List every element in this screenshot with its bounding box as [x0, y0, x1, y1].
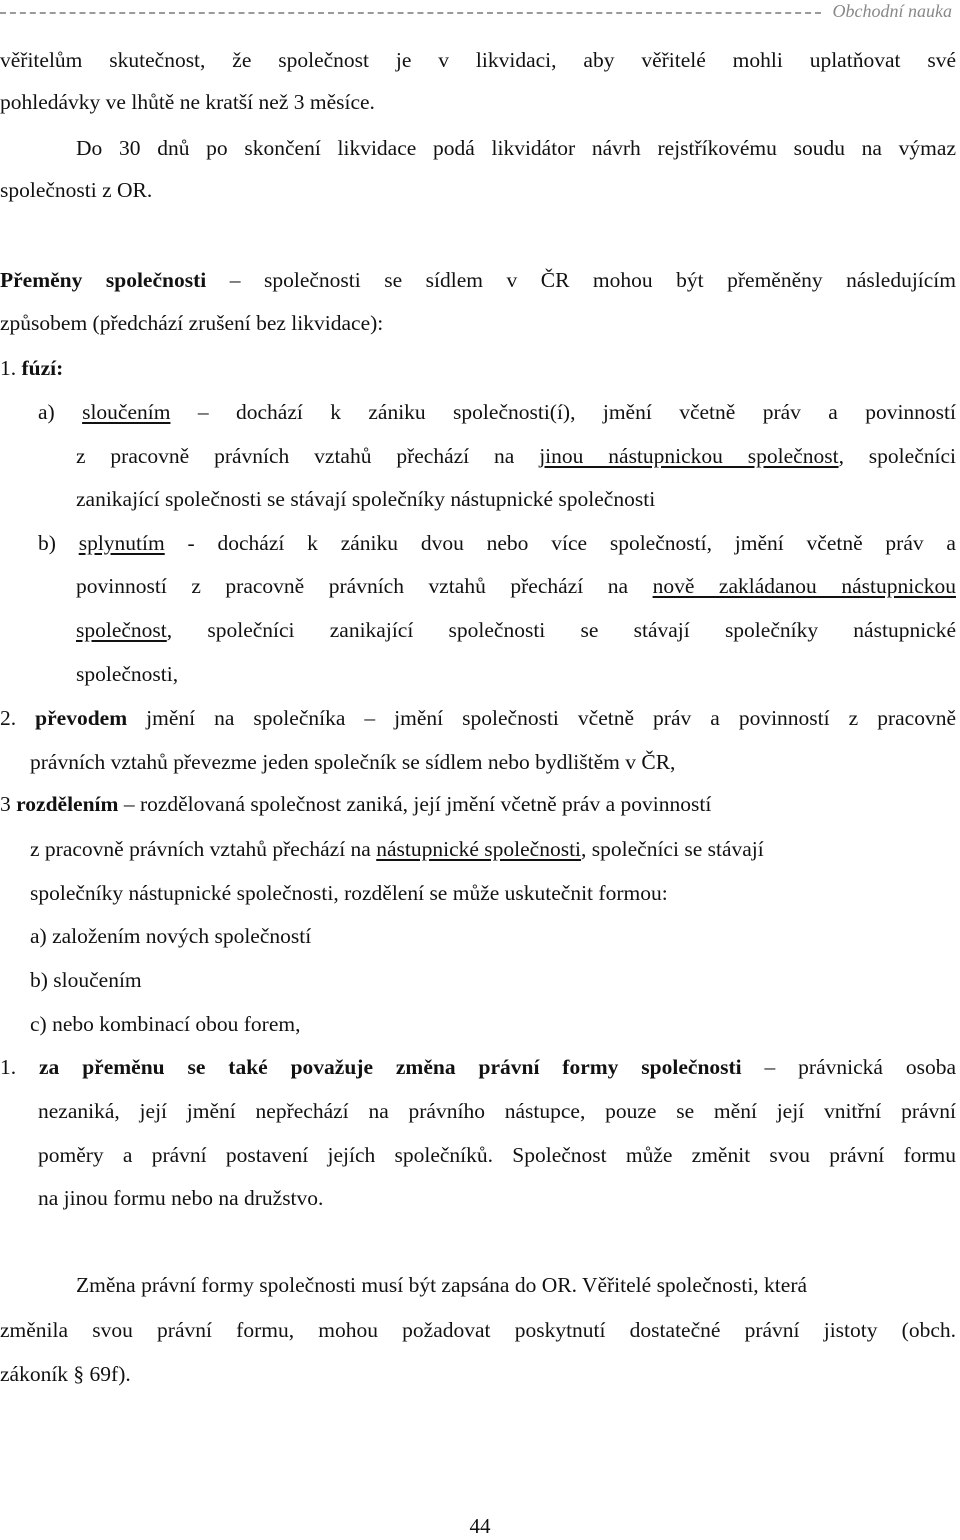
text-line: [30, 1010, 300, 1038]
bold-text: převodem: [35, 706, 128, 730]
text-run: zákoník § 69f).: [0, 1362, 131, 1386]
text-line: [0, 88, 375, 116]
bold-text: za přeměnu se také považuje změna právní formy společnosti: [39, 1055, 742, 1079]
page-header: [0, 0, 952, 22]
bold-text: rozdělením: [16, 792, 119, 816]
header-dashed-rule: [0, 12, 821, 14]
text-run: zanikající společnosti se stávají společníky nástupnické společnosti: [76, 487, 656, 511]
page-number: 44: [469, 1514, 491, 1538]
underlined-text: jinou nástupnickou společnost: [539, 444, 839, 468]
text-run: z pracovně právních vztahů přechází na: [30, 837, 377, 861]
text-line: [0, 1316, 956, 1344]
text-run: změnila svou právní formu, mohou požadovat poskytnutí dostatečné právní jistoty (obch.: [0, 1318, 956, 1342]
underlined-text: nově zakládanou nástupnickou: [652, 574, 956, 598]
text-run: 1.: [0, 1055, 40, 1079]
text-run: – právnická osoba: [741, 1055, 956, 1079]
text-run: – rozdělovaná společnost zaniká, její jmění včetně práv a povinností: [118, 792, 712, 816]
underlined-text: splynutím: [78, 531, 165, 555]
text-run: – dochází k zániku společnosti(í), jmění včetně práv a povinností: [170, 400, 956, 424]
text-line: [38, 1097, 956, 1125]
text-line: [76, 616, 956, 644]
text-run: společnosti z OR.: [0, 178, 153, 202]
text-run: , společníci zanikající společnosti se stávají společníky nástupnické: [166, 618, 956, 642]
text-run: c) nebo kombinací obou forem,: [30, 1012, 301, 1036]
text-run: jmění na společníka – jmění společnosti včetně práv a povinností z pracovně: [127, 706, 956, 730]
text-line: [0, 309, 383, 337]
text-run: věřitelům skutečnost, že společnost je v likvidaci, aby věřitelé mohli uplatňovat své: [0, 48, 956, 72]
text-line: [0, 704, 956, 732]
text-run: z pracovně právních vztahů přechází na: [76, 444, 540, 468]
text-line: [38, 1184, 323, 1212]
text-run: a): [38, 400, 83, 424]
underlined-text: společnost: [76, 618, 167, 642]
text-line: [0, 354, 63, 382]
text-line: [0, 176, 152, 204]
text-run: 2.: [0, 706, 36, 730]
text-run: společnosti,: [76, 662, 179, 686]
text-line: [0, 1360, 131, 1388]
text-run: – společnosti se sídlem v ČR mohou být přeměněny následujícím: [206, 268, 957, 292]
text-run: b): [38, 531, 79, 555]
text-line: [76, 1271, 807, 1299]
text-line: [0, 1053, 956, 1081]
bold-text: fúzí:: [21, 356, 64, 380]
text-line: [30, 748, 675, 776]
text-line: [76, 660, 178, 688]
text-run: , společníci: [838, 444, 956, 468]
text-line: [30, 879, 668, 907]
text-line: [76, 442, 956, 470]
text-line: [38, 529, 956, 557]
text-run: a) založením nových společností: [30, 924, 312, 948]
text-run: , společníci se stávají: [581, 837, 764, 861]
text-line: [76, 485, 655, 513]
text-run: povinností z pracovně právních vztahů přechází na: [76, 574, 653, 598]
text-run: - dochází k zániku dvou nebo více společností, jmění včetně práv a: [164, 531, 956, 555]
text-run: 1.: [0, 356, 22, 380]
underlined-text: nástupnické společnosti: [376, 837, 582, 861]
text-run: nezaniká, její jmění nepřechází na právního nástupce, pouze se mění její vnitřní právní: [38, 1099, 956, 1123]
header-label: Obchodní nauka: [832, 0, 952, 21]
text-line: [38, 1141, 956, 1169]
text-run: společníky nástupnické společnosti, rozdělení se může uskutečnit formou:: [30, 881, 668, 905]
text-run: způsobem (předchází zrušení bez likvidace):: [0, 311, 384, 335]
text-run: 3: [0, 792, 17, 816]
text-run: poměry a právní postavení jejích společníků. Společnost může změnit svou právní formu: [38, 1143, 956, 1167]
text-run: Do 30 dnů po skončení likvidace podá likvidátor návrh rejstříkovému soudu na výmaz: [76, 136, 956, 160]
text-line: [0, 46, 956, 74]
text-line: [30, 835, 764, 863]
text-line: [76, 572, 956, 600]
text-run: právních vztahů převezme jeden společník se sídlem nebo bydlištěm v ČR,: [30, 750, 676, 774]
text-run: b) sloučením: [30, 968, 142, 992]
text-line: [0, 266, 956, 294]
bold-text: Přeměny společnosti: [0, 268, 207, 292]
text-line: [30, 922, 311, 950]
text-line: [30, 966, 142, 994]
text-run: na jinou formu nebo na družstvo.: [38, 1186, 324, 1210]
text-run: Změna právní formy společnosti musí být zapsána do OR. Věřitelé společnosti, která: [76, 1273, 808, 1297]
text-line: [0, 790, 711, 818]
text-run: pohledávky ve lhůtě ne kratší než 3 měsíce.: [0, 90, 375, 114]
text-line: [76, 134, 956, 162]
underlined-text: sloučením: [82, 400, 171, 424]
text-line: [38, 398, 956, 426]
